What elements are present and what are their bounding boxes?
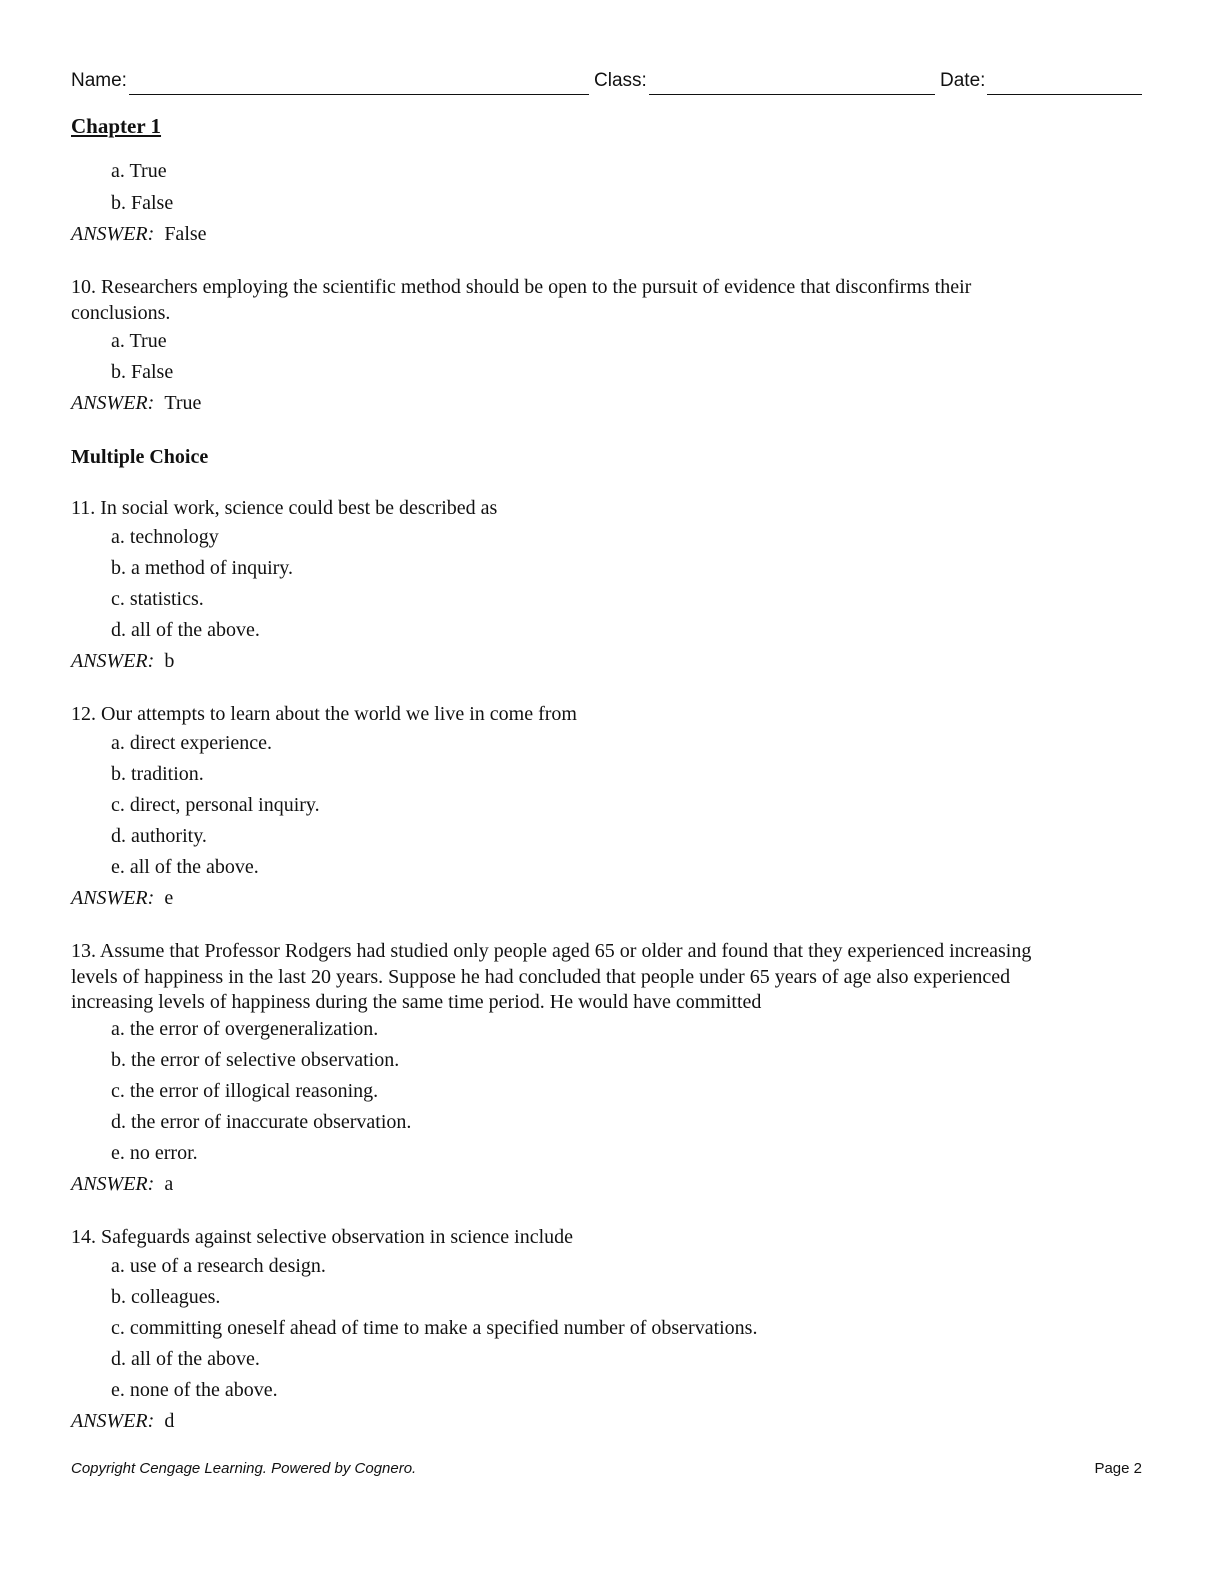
answer-line xyxy=(71,650,174,673)
answer-value: True xyxy=(164,392,202,414)
option-a: a. use of a research design. xyxy=(111,1255,326,1277)
answer-line xyxy=(71,1410,174,1433)
class-blank-line xyxy=(649,94,935,95)
answer-label: ANSWER: xyxy=(71,392,155,414)
answer-value: e xyxy=(164,887,174,909)
student-info-header xyxy=(71,70,1142,96)
answer-value: a xyxy=(164,1173,174,1195)
answer-label: ANSWER: xyxy=(71,1173,155,1195)
question-stem-continued: levels of happiness in the last 20 years. Suppose he had concluded that people under 65 years of age also experienced xyxy=(71,966,1011,988)
option-e: e. no error. xyxy=(111,1142,198,1164)
option-a: a. direct experience. xyxy=(111,732,273,754)
option-a: a. the error of overgeneralization. xyxy=(111,1018,379,1040)
option-e: e. all of the above. xyxy=(111,856,259,878)
option-a: a. technology xyxy=(111,526,219,548)
chapter-title: Chapter 1 xyxy=(71,114,162,138)
answer-line xyxy=(71,392,201,415)
question-stem-continued: conclusions. xyxy=(71,302,171,324)
option-b: b. colleagues. xyxy=(111,1286,221,1308)
option-c: c. statistics. xyxy=(111,588,204,610)
option-c: c. committing oneself ahead of time to make a specified number of observations. xyxy=(111,1317,758,1339)
option-c: c. the error of illogical reasoning. xyxy=(111,1080,379,1102)
answer-label: ANSWER: xyxy=(71,887,155,909)
option-b: b. False xyxy=(111,361,174,383)
option-d: d. authority. xyxy=(111,825,207,847)
date-blank-line xyxy=(987,94,1142,95)
question-stem: 12. Our attempts to learn about the world we live in come from xyxy=(71,703,577,725)
option-b: b. False xyxy=(111,192,174,214)
answer-value: d xyxy=(164,1410,175,1432)
name-blank-line xyxy=(129,94,589,95)
option-d: d. all of the above. xyxy=(111,619,260,641)
option-b: b. the error of selective observation. xyxy=(111,1049,400,1071)
answer-label: ANSWER: xyxy=(71,650,155,672)
answer-line xyxy=(71,1173,173,1196)
answer-line xyxy=(71,223,207,246)
option-a: a. True xyxy=(111,330,167,352)
answer-value: False xyxy=(164,223,207,245)
question-stem-continued: increasing levels of happiness during the same time period. He would have committed xyxy=(71,991,762,1013)
answer-line xyxy=(71,887,173,910)
option-d: d. all of the above. xyxy=(111,1348,260,1370)
answer-label: ANSWER: xyxy=(71,1410,155,1432)
section-title: Multiple Choice xyxy=(71,446,209,468)
name-label: Name: xyxy=(71,70,127,91)
date-label: Date: xyxy=(940,70,986,91)
answer-value: b xyxy=(164,650,175,672)
option-e: e. none of the above. xyxy=(111,1379,278,1401)
option-c: c. direct, personal inquiry. xyxy=(111,794,320,816)
answer-label: ANSWER: xyxy=(71,223,155,245)
option-d: d. the error of inaccurate observation. xyxy=(111,1111,412,1133)
page-number: Page 2 xyxy=(1094,1460,1142,1477)
question-stem: 13. Assume that Professor Rodgers had studied only people aged 65 or older and found that they experienced increasing xyxy=(71,940,1032,962)
question-stem: 10. Researchers employing the scientific method should be open to the pursuit of evidence that disconfirms their xyxy=(71,276,972,298)
class-label: Class: xyxy=(594,70,647,91)
option-b: b. a method of inquiry. xyxy=(111,557,294,579)
option-a: a. True xyxy=(111,160,167,182)
copyright-footer: Copyright Cengage Learning. Powered by Cognero. xyxy=(71,1460,417,1477)
question-stem: 14. Safeguards against selective observation in science include xyxy=(71,1226,574,1248)
option-b: b. tradition. xyxy=(111,763,204,785)
question-stem: 11. In social work, science could best be described as xyxy=(71,497,498,519)
